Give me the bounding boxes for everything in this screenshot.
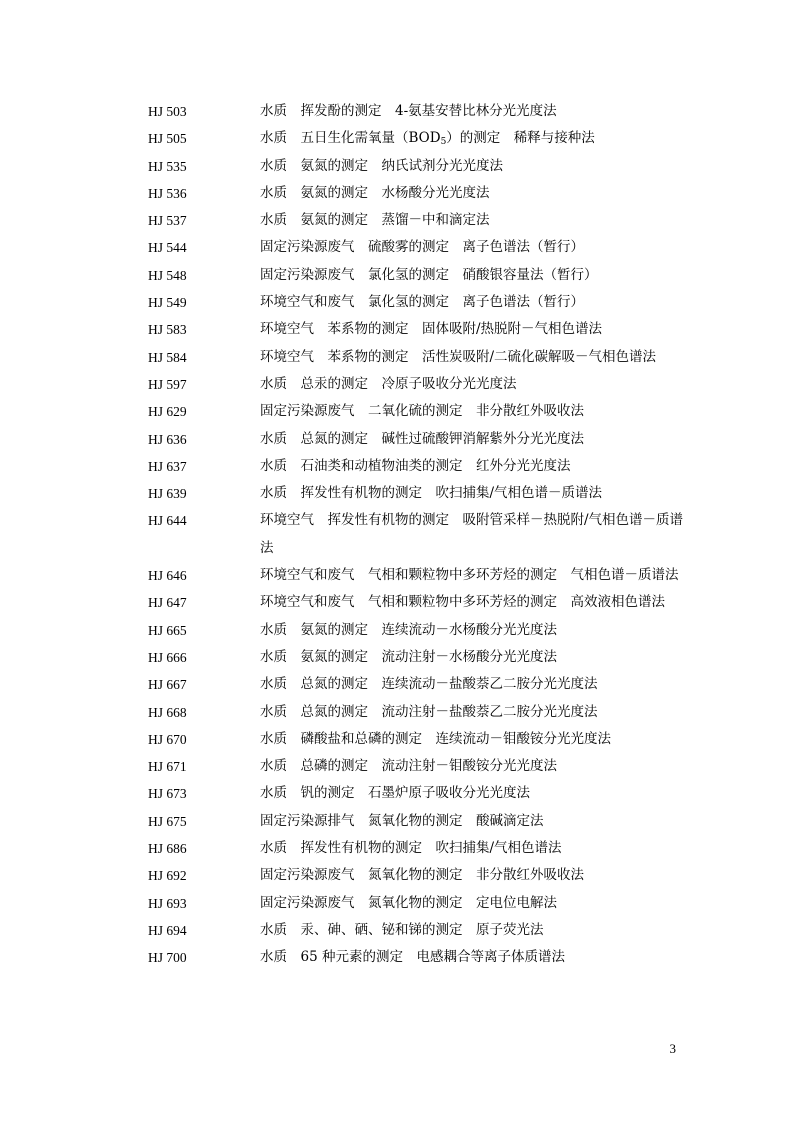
standard-code: HJ 692 — [148, 868, 187, 884]
list-item — [148, 862, 688, 889]
standard-code: HJ 647 — [148, 595, 187, 611]
list-item — [148, 316, 688, 343]
standard-title: 环境空气 苯系物的测定 活性炭吸附/二硫化碳解吸－气相色谱法 — [260, 348, 657, 365]
standard-title-part: ）的测定 稀释与接种法 — [446, 130, 595, 147]
standard-code: HJ 505 — [148, 131, 187, 147]
standard-code: HJ 536 — [148, 185, 187, 201]
standard-code: HJ 639 — [148, 486, 187, 502]
standard-code: HJ 675 — [148, 813, 187, 829]
standard-code: HJ 548 — [148, 267, 187, 283]
standard-code: HJ 549 — [148, 295, 187, 311]
standard-code: HJ 646 — [148, 568, 187, 584]
list-item — [148, 398, 688, 425]
standard-code: HJ 584 — [148, 349, 187, 365]
list-item — [148, 835, 688, 862]
standard-title: 水质 挥发性有机物的测定 吹扫捕集/气相色谱法 — [260, 840, 562, 857]
list-item — [148, 480, 688, 507]
list-item — [148, 507, 688, 562]
standard-title: 环境空气 苯系物的测定 固体吸附/热脱附－气相色谱法 — [260, 321, 603, 338]
standard-title: 环境空气和废气 气相和颗粒物中多环芳烃的测定 气相色谱－质谱法 — [260, 567, 679, 584]
standard-title: 水质 汞、砷、硒、铋和锑的测定 原子荧光法 — [260, 921, 544, 938]
standard-title: 水质 65 种元素的测定 电感耦合等离子体质谱法 — [260, 949, 565, 966]
list-item — [148, 917, 688, 944]
standard-title: 水质 氨氮的测定 水杨酸分光光度法 — [260, 184, 490, 201]
standard-title: 环境空气和废气 气相和颗粒物中多环芳烃的测定 高效液相色谱法 — [260, 594, 665, 611]
standard-title: 水质 挥发酚的测定 4-氨基安替比林分光光度法 — [260, 103, 557, 119]
list-item — [148, 153, 688, 180]
list-item — [148, 589, 688, 616]
standard-code: HJ 636 — [148, 431, 187, 447]
standard-code: HJ 597 — [148, 376, 187, 392]
standard-code: HJ 694 — [148, 922, 187, 938]
list-item — [148, 617, 688, 644]
standard-code: HJ 668 — [148, 704, 187, 720]
list-item — [148, 207, 688, 234]
standard-title: 水质 总氮的测定 连续流动－盐酸萘乙二胺分光光度法 — [260, 676, 598, 693]
standard-title: 环境空气 挥发性有机物的测定 吸附管采样－热脱附/气相色谱－质谱法 — [260, 512, 684, 556]
standard-title: 水质 氨氮的测定 连续流动－水杨酸分光光度法 — [260, 621, 557, 638]
subscript: 5 — [440, 137, 447, 148]
standard-code: HJ 671 — [148, 759, 187, 775]
list-item — [148, 426, 688, 453]
standard-code: HJ 637 — [148, 458, 187, 474]
standard-code: HJ 537 — [148, 213, 187, 229]
standard-title: 水质 氨氮的测定 流动注射－水杨酸分光光度法 — [260, 648, 557, 665]
standard-code: HJ 686 — [148, 841, 187, 857]
standard-code: HJ 665 — [148, 622, 187, 638]
list-item — [148, 371, 688, 398]
standard-code: HJ 544 — [148, 240, 187, 256]
standard-title: 水质 总磷的测定 流动注射－钼酸铵分光光度法 — [260, 758, 557, 775]
standard-title: 水质 氨氮的测定 纳氏试剂分光光度法 — [260, 157, 503, 174]
standard-title: 固定污染源废气 氮氧化物的测定 非分散红外吸收法 — [260, 867, 584, 884]
list-item — [148, 890, 688, 917]
list-item — [148, 344, 688, 371]
standard-title: 固定污染源废气 硫酸雾的测定 离子色谱法（暂行） — [260, 239, 584, 256]
standard-title — [260, 125, 688, 152]
standard-code: HJ 503 — [148, 104, 187, 119]
list-item — [148, 726, 688, 753]
list-item — [148, 262, 688, 289]
standard-title: 水质 挥发性有机物的测定 吹扫捕集/气相色谱－质谱法 — [260, 485, 603, 502]
list-item — [148, 780, 688, 807]
standard-code: HJ 583 — [148, 322, 187, 338]
standard-code: HJ 629 — [148, 404, 187, 420]
standard-code: HJ 667 — [148, 677, 187, 693]
list-item — [148, 808, 688, 835]
standard-title: 水质 石油类和动植物油类的测定 红外分光光度法 — [260, 457, 571, 474]
list-item — [148, 671, 688, 698]
list-item — [148, 453, 688, 480]
standard-title: 固定污染源废气 氯化氢的测定 硝酸银容量法（暂行） — [260, 266, 598, 283]
list-item — [148, 944, 688, 971]
standard-code: HJ 644 — [148, 513, 187, 529]
list-item — [148, 180, 688, 207]
standard-title: 水质 磷酸盐和总磷的测定 连续流动－钼酸铵分光光度法 — [260, 730, 611, 747]
standard-title: 固定污染源废气 二氧化硫的测定 非分散红外吸收法 — [260, 403, 584, 420]
standard-code: HJ 535 — [148, 158, 187, 174]
list-item — [148, 699, 688, 726]
page-number: 3 — [669, 1041, 676, 1056]
list-item — [148, 125, 688, 152]
standard-title: 环境空气和废气 氯化氢的测定 离子色谱法（暂行） — [260, 294, 584, 311]
list-item — [148, 98, 688, 125]
list-item — [148, 234, 688, 261]
standards-list — [148, 98, 688, 972]
standard-code: HJ 670 — [148, 731, 187, 747]
standard-title: 固定污染源废气 氮氧化物的测定 定电位电解法 — [260, 894, 557, 911]
standard-code: HJ 700 — [148, 950, 187, 966]
standard-code: HJ 693 — [148, 895, 187, 911]
standard-title: 固定污染源排气 氮氧化物的测定 酸碱滴定法 — [260, 812, 544, 829]
list-item — [148, 562, 688, 589]
list-item — [148, 753, 688, 780]
standard-title: 水质 总氮的测定 流动注射－盐酸萘乙二胺分光光度法 — [260, 703, 598, 720]
list-item — [148, 289, 688, 316]
standard-title-part: 水质 五日生化需氧量（BOD — [260, 130, 441, 147]
standard-code: HJ 666 — [148, 649, 187, 665]
standard-code: HJ 673 — [148, 786, 187, 802]
standard-title: 水质 钒的测定 石墨炉原子吸收分光光度法 — [260, 785, 530, 802]
list-item — [148, 644, 688, 671]
standard-title: 水质 总汞的测定 冷原子吸收分光光度法 — [260, 375, 517, 392]
standard-title: 水质 总氮的测定 碱性过硫酸钾消解紫外分光光度法 — [260, 430, 584, 447]
standard-title: 水质 氨氮的测定 蒸馏－中和滴定法 — [260, 212, 490, 229]
